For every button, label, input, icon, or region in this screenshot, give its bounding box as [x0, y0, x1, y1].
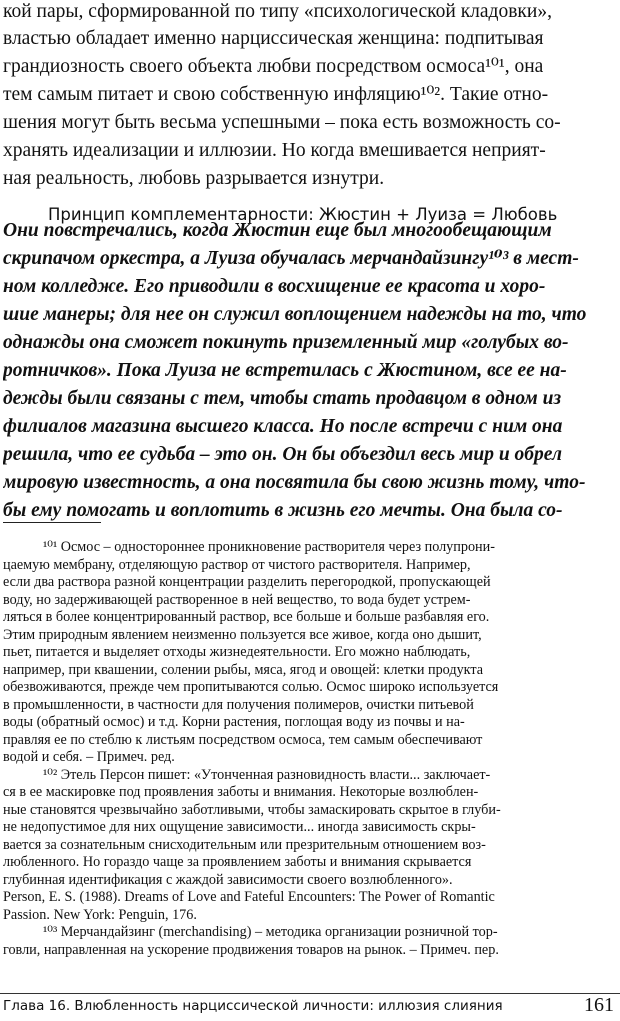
footnote-line: в промышленности, в частности для получения полимеров, очистки питьевой [3, 696, 474, 713]
footnote-line: любленного. Но гораздо чаще за проявлением заботы и внимания скрывается [3, 854, 472, 870]
footnote-line: вается за сознательным снисходительным или презрительным отношением воз- [3, 836, 486, 853]
text-line: Они повстречались, когда Жюстин еще был многообещающим [3, 220, 552, 241]
footnote-line: Этим природным явлением неизменно пользуется все живое, когда оно дышит, [3, 626, 482, 643]
running-title: Глава 16. Влюбленность нарциссической личности: иллюзия слияния [3, 998, 503, 1014]
text-line: тем самым питает и свою собственную инфляцию¹⁰². Такие отно- [3, 84, 549, 105]
text-line: бы ему помогать и воплотить в жизнь его мечты. Она была со- [3, 500, 563, 521]
text-line: филиалов магазина высшего класса. Но после встречи с ним она [3, 416, 563, 437]
footnote-line: Person, E. S. (1988). Dreams of Love and Fateful Encounters: The Power of Romantic [3, 889, 495, 905]
text-line: мировую известность, а она посвятила бы свою жизнь тому, что- [3, 472, 586, 493]
text-line: скрипачом оркестра, а Луиза обучалась мерчандайзингу¹⁰³ в мест- [3, 248, 579, 269]
text-line: ная реальность, любовь разрывается изнутри. [3, 168, 385, 189]
page-number: 161 [584, 994, 614, 1016]
text-line: шения могут быть весьма успешными – пока есть возможность со- [3, 112, 561, 133]
text-line: грандиозность своего объекта любви посредством осмоса¹⁰¹, она [3, 56, 544, 77]
text-line: решила, что ее судьба – это он. Он бы объездил весь мир и обрел [3, 444, 562, 465]
text-line: властью обладает именно нарциссическая женщина: подпитывая [3, 28, 544, 49]
text-line: однажды она сможет покинуть приземленный мир «голубых во- [3, 332, 569, 353]
footnote-line: цаемую мембрану, отделяющую раствор от чистого растворителя. Например, [3, 556, 471, 573]
footnote-line: ные становятся чрезвычайно заботливыми, чтобы замаскировать скрытое в глуби- [3, 801, 501, 818]
footnote-line: ¹⁰¹ Осмос – одностороннее проникновение растворителя через полупрони- [43, 539, 495, 555]
footnote-line: водой и себя. – Примеч. ред. [3, 749, 175, 765]
footnote-line: Passion. New York: Penguin, 176. [3, 906, 197, 923]
text-line: ротничков». Пока Луиза не встретилась с Жюстином, все ее на- [3, 360, 567, 381]
text-line: ном колледже. Его приводили в восхищение ее красота и хоро- [3, 276, 546, 297]
footnote-line: глубинная идентификация с жаждой зависимости своего возлюбленного». [3, 871, 453, 888]
footnote-line: воды (обратный осмос) и т.д. Корни растения, поглощая воду из почвы и на- [3, 714, 465, 730]
text-line: кой пары, сформированной по типу «психологической кладовки», [3, 1, 552, 22]
footnote-line: например, при квашении, солении рыбы, мяса, ягод и овощей: клетки продукта [3, 661, 484, 678]
footnote-line: воду, но задерживающей растворенное в ней вещество, то вода будет устрем- [3, 591, 471, 608]
section-heading: Принцип комплементарности: Жюстин + Луиза = Любовь [48, 205, 558, 224]
footnote-line: пьет, питается и выделяет отходы жизнедеятельности. Его можно наблюдать, [3, 644, 471, 660]
footnote-line: если два раствора разной концентрации разделить перегородкой, пропускающей [3, 574, 491, 590]
footnote-line: ся в ее маскировке под проявления заботы и внимания. Некоторые возлюблен- [3, 784, 479, 800]
text-line: хранять идеализации и иллюзии. Но когда вмешивается неприят- [3, 140, 546, 161]
footnote-line: ляться в более концентрированный раствор, все больше и больше разбавляя его. [3, 609, 490, 625]
footnote-line: ¹⁰² Этель Персон пишет: «Утонченная разновидность власти... заключает- [43, 766, 491, 783]
text-line: шие манеры; для нее он служил воплощением надежды на то, что [3, 304, 587, 325]
footnote-line: говли, направленная на ускорение продвижения товаров на рынок. – Примеч. пер. [3, 941, 499, 958]
footnote-line: обезвоживаются, прежде чем пропитываются солью. Осмос широко используется [3, 679, 499, 695]
footnote-line: не недопустимое для них ощущение зависимости... иногда зависимость скры- [3, 819, 476, 835]
footnote-separator [3, 522, 101, 523]
footnote-line: правляя ее по стеблю к листьям посредством осмоса, тем самым обеспечивают [3, 731, 483, 748]
footer-rule [0, 993, 620, 994]
text-line: дежды были связаны с тем, чтобы стать продавцом в одном из [3, 388, 562, 409]
footnote-line: ¹⁰³ Мерчандайзинг (merchandising) – методика организации розничной тор- [43, 924, 498, 940]
